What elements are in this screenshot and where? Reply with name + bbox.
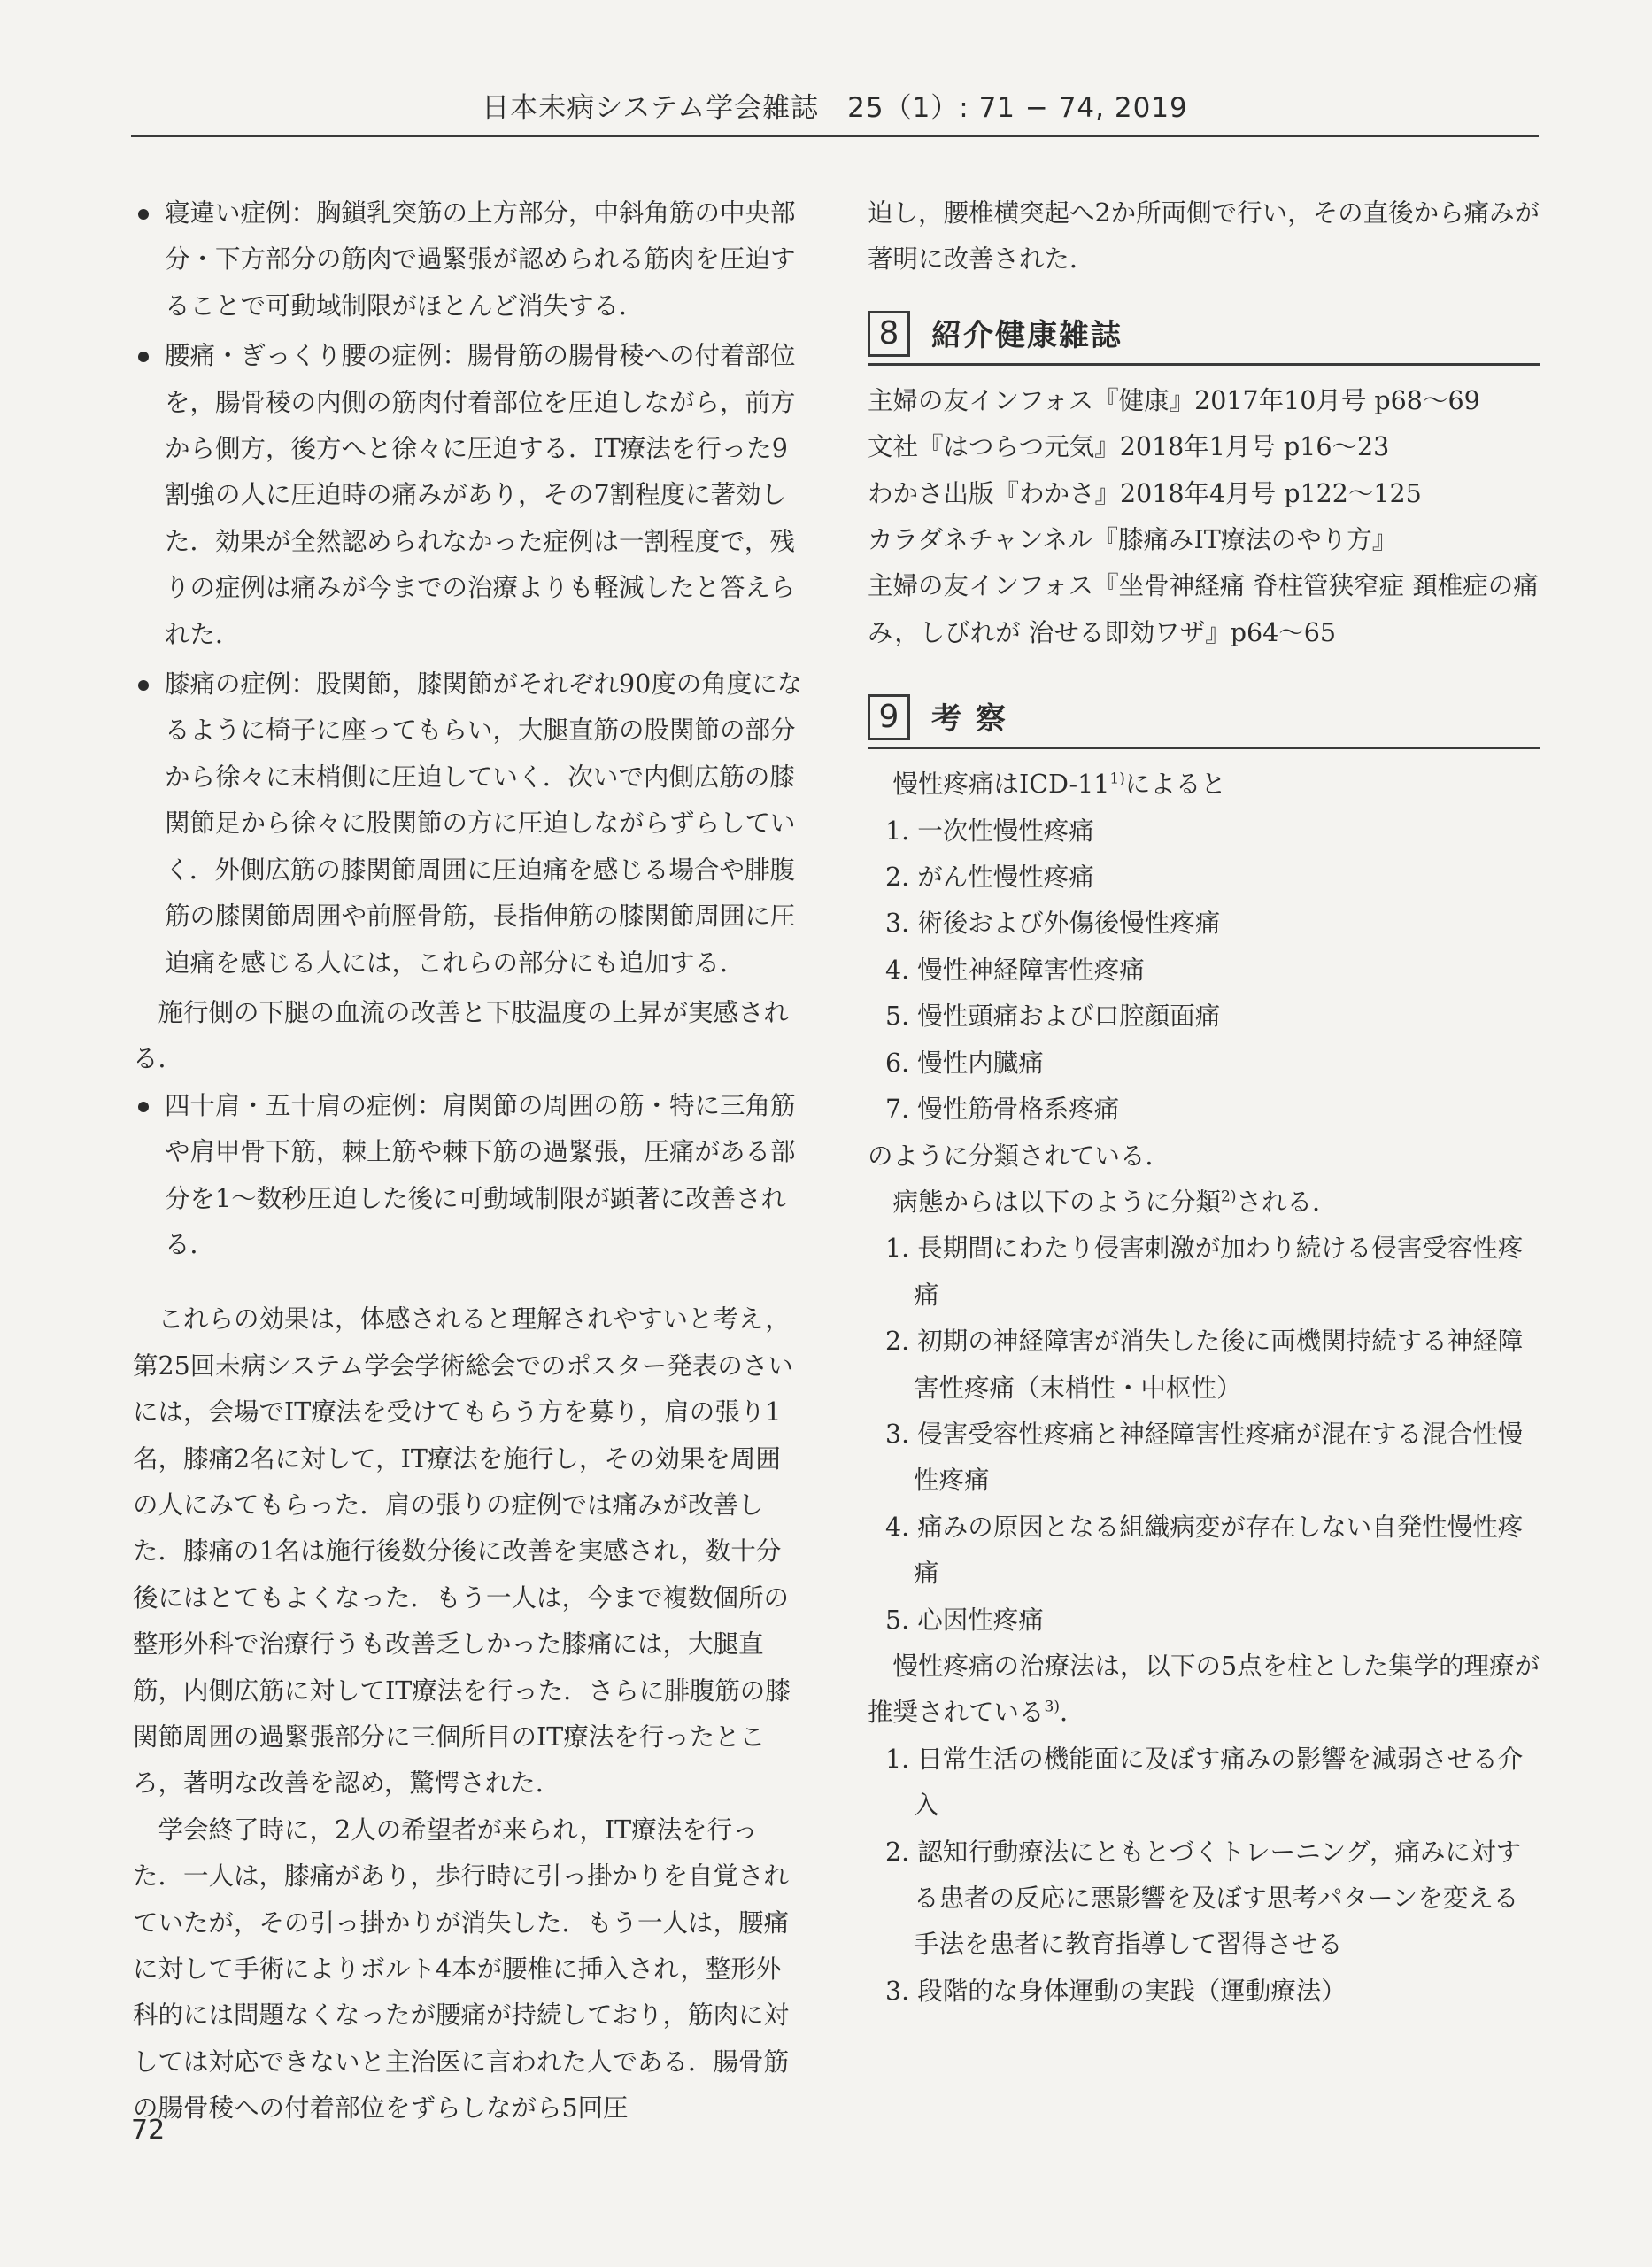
magazine-item: わかさ出版『わかさ』2018年4月号 p122～125 [868, 478, 1422, 508]
treatment-list [868, 1737, 1540, 2015]
magazine-item: カラダネチャンネル『膝痛みIT療法のやり方』 [868, 525, 1398, 555]
list-item: 2. 認知行動療法にともとづくトレーニング，痛みに対する患者の反応に悪影響を及ぼす思考パターンを変える手法を患者に教育指導して習得させる [885, 1837, 1521, 1960]
magazine-item: 文社『はつらつ元気』2018年1月号 p16～23 [868, 432, 1390, 462]
classified-text: のように分類されている． [868, 1141, 1171, 1171]
list-item: 1. 一次性慢性疼痛 [885, 816, 1094, 846]
case-lowback: 腰痛・ぎっくり腰の症例：腸骨筋の腸骨稜への付着部位を，腸骨稜の内側の筋肉付着部位を圧迫しながら，前方から側方，後方へと徐々に圧迫する．IT療法を行った9割強の人に圧迫時の痛みがあり，その7割程度に著効した．効果が全然認められなかった症例は一割程度で，残りの症例は痛みが今までの治療よりも軽減したと答えられた． [133, 333, 806, 658]
list-item: 5. 心因性疼痛 [885, 1605, 1044, 1635]
icd-intro: 慢性疼痛はICD-11$^{1)}$によると [892, 770, 1226, 800]
paragraph-after-meeting: 学会終了時に，2人の希望者が来られ，IT療法を行った．一人は，膝痛があり，歩行時に引っ掛かりを自覚されていたが，その引っ掛かりが消失した．もう一人は，腰痛に対して手術によりボルト4本が腰椎に挿入され，整形外科的には問題なくなったが腰痛が持続しており，筋肉に対しては対応できないと主治医に言われた人である．腸骨筋の腸骨稜への付着部位をずらしながら5回圧 [133, 1814, 790, 2124]
list-item: 3. 侵害受容性疼痛と神経障害性疼痛が混在する混合性慢性疼痛 [885, 1419, 1524, 1496]
list-item: 3. 術後および外傷後慢性疼痛 [885, 909, 1221, 939]
section-9-heading [868, 692, 1540, 749]
pathology-intro: 病態からは以下のように分類$^{2)}$される． [892, 1187, 1338, 1217]
left-column [133, 190, 806, 2132]
list-item: 1. 長期間にわたり侵害刺激が加わり続ける侵害受容性疼痛 [885, 1234, 1524, 1310]
treatment-intro: 慢性疼痛の治療法は，以下の5点を柱とした集学的理療が推奨されている$^{3)}$． [868, 1651, 1540, 1728]
magazine-item: 主婦の友インフォス『健康』2017年10月号 p68～69 [868, 385, 1480, 415]
header-rule [131, 135, 1539, 137]
paragraph-bloodflow: 施行側の下腿の血流の改善と下肢温度の上昇が実感される． [133, 997, 790, 1074]
case-knee: 膝痛の症例：股関節，膝関節がそれぞれ90度の角度になるように椅子に座ってもらい，大腿直筋の股関節の部分から徐々に末梢側に圧迫していく．次いで内側広筋の膝関節足から徐々に股関節の方に圧迫しながらずらしていく．外側広筋の膝関節周囲に圧迫痛を感じる場合や腓腹筋の膝関節周囲や前脛骨筋，長指伸筋の膝関節周囲に圧迫痛を感じる人には，これらの部分にも追加する． [133, 662, 806, 986]
page-number: 72 [131, 2115, 166, 2146]
list-item: 2. 初期の神経障害が消失した後に両機関持続する神経障害性疼痛（末梢性・中枢性） [885, 1327, 1524, 1403]
list-item: 2. がん性慢性疼痛 [885, 863, 1094, 893]
list-item: 4. 慢性神経障害性疼痛 [885, 955, 1145, 985]
icd-list [868, 809, 1540, 1134]
paragraph-poster: これらの効果は，体感されると理解されやすいと考え，第25回未病システム学会学術総会でのポスター発表のさいには，会場でIT療法を受けてもらう方を募り，肩の張り1名，膝痛2名に対して，IT療法を施行し，その効果を周囲の人にみてもらった．肩の張りの症例では痛みが改善した．膝痛の1名は施行後数分後に改善を実感され，数十分後にはとてもよくなった．もう一人は，今まで複数個所の整形外科で治療行うも改善乏しかった膝痛には，大腿直筋，内側広筋に対してIT療法を行った．さらに腓腹筋の膝関節周囲の過緊張部分に三個所目のIT療法を行ったところ，著明な改善を認め，驚愕された． [133, 1304, 793, 1799]
case-shoulder: 四十肩・五十肩の症例：肩関節の周囲の筋・特に三角筋や肩甲骨下筋，棘上筋や棘下筋の過緊張，圧痛がある部分を1～数秒圧迫した後に可動域制限が顕著に改善される． [133, 1083, 806, 1269]
section-number: 9 [868, 694, 910, 740]
case-neck: 寝違い症例：胸鎖乳突筋の上方部分，中斜角筋の中央部分・下方部分の筋肉で過緊張が認められる筋肉を圧迫することで可動域制限がほとんど消失する． [133, 190, 806, 329]
list-item: 4. 痛みの原因となる組織病変が存在しない自発性慢性疼痛 [885, 1512, 1524, 1589]
section-title: 紹介健康雑誌 [931, 317, 1123, 353]
pathology-list [868, 1226, 1540, 1644]
paragraph-continued: 迫し，腰椎横突起へ2か所両側で行い，その直後から痛みが著明に改善された． [868, 198, 1540, 275]
list-item: 7. 慢性筋骨格系疼痛 [885, 1095, 1120, 1125]
section-8-heading [868, 308, 1540, 366]
magazine-item: 主婦の友インフォス『坐骨神経痛 脊柱管狭窄症 頚椎症の痛み，しびれが 治せる即効ワザ』p64～65 [868, 571, 1539, 647]
section-title: 考 察 [931, 701, 1007, 738]
right-column [868, 190, 1540, 2015]
list-item: 5. 慢性頭痛および口腔顔面痛 [885, 1002, 1221, 1032]
list-item: 3. 段階的な身体運動の実践（運動療法） [885, 1976, 1347, 2006]
list-item: 6. 慢性内臓痛 [885, 1048, 1044, 1078]
magazine-list [868, 378, 1540, 656]
list-item: 1. 日常生活の機能面に及ぼす痛みの影響を減弱させる介入 [885, 1744, 1524, 1821]
section-number: 8 [868, 311, 910, 357]
journal-header: 日本未病システム学会雑誌 25（1）: 71 − 74, 2019 [482, 92, 1188, 124]
